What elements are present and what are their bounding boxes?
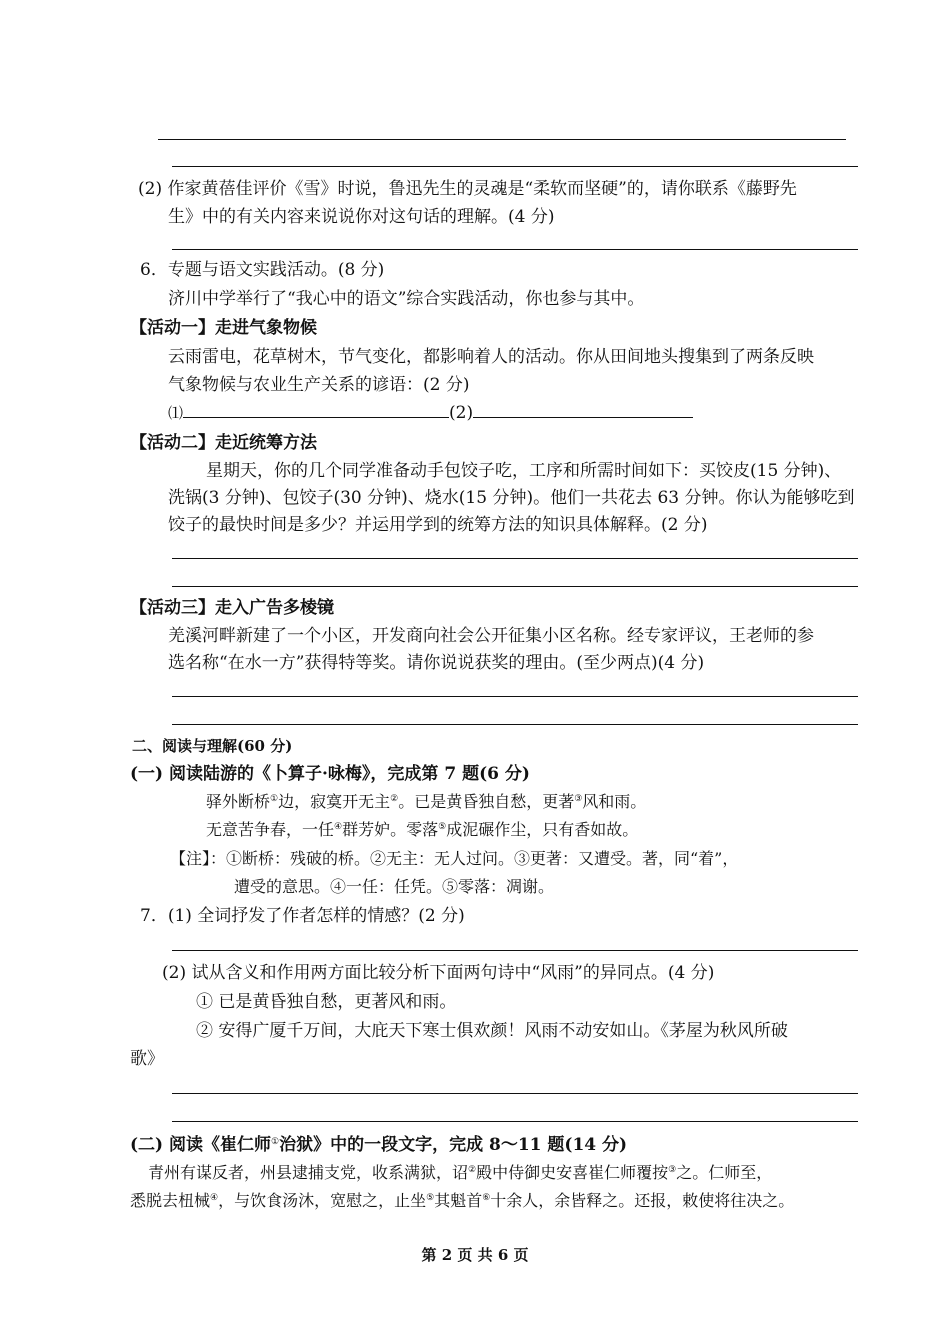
poem-text: 风和雨。 — [582, 792, 647, 811]
footnote-mark: ③ — [574, 794, 583, 804]
answer-line — [158, 139, 846, 140]
footnote-mark: ② — [390, 794, 399, 804]
poem-note-line1: 【注】：①断桥：残破的桥。②无主：无人过问。③更著：又遭受。著，同“着”， — [170, 849, 739, 868]
footnote-mark: ② — [468, 1165, 477, 1175]
activity2-heading: 【活动二】走近统筹方法 — [130, 433, 317, 453]
q7-2: (2) 试从含义和作用两方面比较分析下面两句诗中“风雨”的异同点。(4 分) — [162, 963, 715, 983]
poem-note-line2: 遭受的意思。④一任：任凭。⑤零落：凋谢。 — [234, 877, 555, 896]
answer-line — [172, 166, 858, 167]
passage-text: 悉脱去杻械 — [130, 1191, 211, 1210]
q7-1: 7．(1) 全词抒发了作者怎样的情感？(2 分) — [140, 906, 465, 926]
footnote-mark: ③ — [668, 1165, 677, 1175]
poem-line1 — [206, 790, 646, 814]
footnote-mark: ⑤ — [426, 1193, 435, 1203]
activity3-line1: 羌溪河畔新建了一个小区，开发商向社会公开征集小区名称。经专家评议，王老师的参 — [168, 626, 814, 646]
passage-line1 — [148, 1161, 772, 1185]
q5-2-line1: (2) 作家黄蓓佳评价《雪》时说，鲁迅先生的灵魂是“柔软而坚硬”的，请你联系《藤野先 — [138, 179, 797, 199]
poem-text: 成泥碾作尘，只有香如故。 — [446, 820, 639, 839]
answer-line — [172, 950, 858, 951]
section1-title: (一) 阅读陆游的《卜算子·咏梅》，完成第 7 题(6 分) — [130, 764, 530, 784]
blank2-label: (2) — [449, 403, 474, 423]
poem-text: 无意苦争春，一任 — [206, 820, 335, 839]
activity3-line2: 选名称“在水一方”获得特等奖。请你说说获奖的理由。(至少两点)(4 分) — [168, 653, 705, 673]
poem-line2 — [206, 818, 638, 842]
q6-intro: 济川中学举行了“我心中的语文”综合实践活动，你也参与其中。 — [168, 289, 645, 309]
passage-text: 殿中侍御史安喜崔仁师覆按 — [476, 1163, 669, 1182]
q7-2-line-c: 歌》 — [130, 1049, 164, 1069]
proverb2-blank[interactable] — [473, 403, 693, 418]
poem-text: 驿外断桥 — [206, 792, 271, 811]
activity1-heading: 【活动一】走进气象物候 — [130, 318, 317, 338]
answer-line — [172, 696, 858, 697]
answer-line — [172, 1093, 858, 1094]
answer-line — [172, 586, 858, 587]
section2-title — [130, 1133, 627, 1157]
activity1-line1: 云雨雷电，花草树木，节气变化，都影响着人的活动。你从田间地头搜集到了两条反映 — [168, 347, 814, 367]
footnote-mark: ① — [270, 794, 279, 804]
passage-text: ，与饮食汤沐，宽慰之，止坐 — [218, 1191, 427, 1210]
activity2-line2: 洗锅(3 分钟)、包饺子(30 分钟)、烧水(15 分钟)。他们一共花去 63 分钟。你认为能够吃到 — [168, 488, 855, 508]
passage-line2 — [130, 1189, 794, 1213]
activity2-line1: 星期天，你的几个同学准备动手包饺子吃，工序和所需时间如下：买饺皮(15 分钟)、 — [206, 461, 842, 481]
answer-line — [172, 724, 858, 725]
footnote-mark: ④ — [210, 1193, 219, 1203]
q7-2-line-a: ① 已是黄昏独自愁，更著风和雨。 — [196, 992, 457, 1012]
footnote-mark: ⑥ — [482, 1193, 491, 1203]
proverb1-blank[interactable] — [183, 403, 449, 418]
activity1-blanks — [168, 401, 693, 425]
footnote-mark: ⑤ — [438, 822, 447, 832]
footnote-mark: ④ — [334, 822, 343, 832]
poem-text: 。已是黄昏独自愁，更著 — [398, 792, 575, 811]
footnote-mark: ① — [271, 1137, 280, 1147]
activity3-heading: 【活动三】走入广告多棱镜 — [130, 598, 334, 618]
answer-line — [172, 1121, 858, 1122]
passage-text: 之。仁师至， — [676, 1163, 773, 1182]
section2-title-text: (二) 阅读《崔仁师 — [130, 1135, 272, 1155]
activity1-line2: 气象物候与农业生产关系的谚语：(2 分) — [168, 375, 470, 395]
section2-title-text: 治狱》中的一段文字，完成 8～11 题(14 分) — [279, 1135, 628, 1155]
part2-title: 二、阅读与理解(60 分) — [132, 737, 293, 755]
q5-2-line2: 生》中的有关内容来说说你对这句话的理解。(4 分) — [168, 207, 555, 227]
answer-line — [172, 558, 858, 559]
poem-text: 群芳妒。零落 — [342, 820, 439, 839]
passage-text: 青州有谋反者，州县逮捕支党，收系满狱，诏 — [148, 1163, 469, 1182]
q6-title: 6．专题与语文实践活动。(8 分) — [140, 260, 385, 280]
blank1-label: ⑴ — [168, 404, 184, 422]
passage-text: 十余人，余皆释之。还报，敕使将往决之。 — [490, 1191, 795, 1210]
poem-text: 边，寂寞开无主 — [278, 792, 391, 811]
page-footer: 第 2 页 共 6 页 — [421, 1246, 529, 1264]
passage-text: 其魁首 — [434, 1191, 483, 1210]
answer-line — [172, 249, 858, 250]
q7-2-line-b: ② 安得广厦千万间，大庇天下寒士俱欢颜！风雨不动安如山。《茅屋为秋风所破 — [196, 1021, 788, 1041]
activity2-line3: 饺子的最快时间是多少？并运用学到的统筹方法的知识具体解释。(2 分) — [168, 515, 708, 535]
